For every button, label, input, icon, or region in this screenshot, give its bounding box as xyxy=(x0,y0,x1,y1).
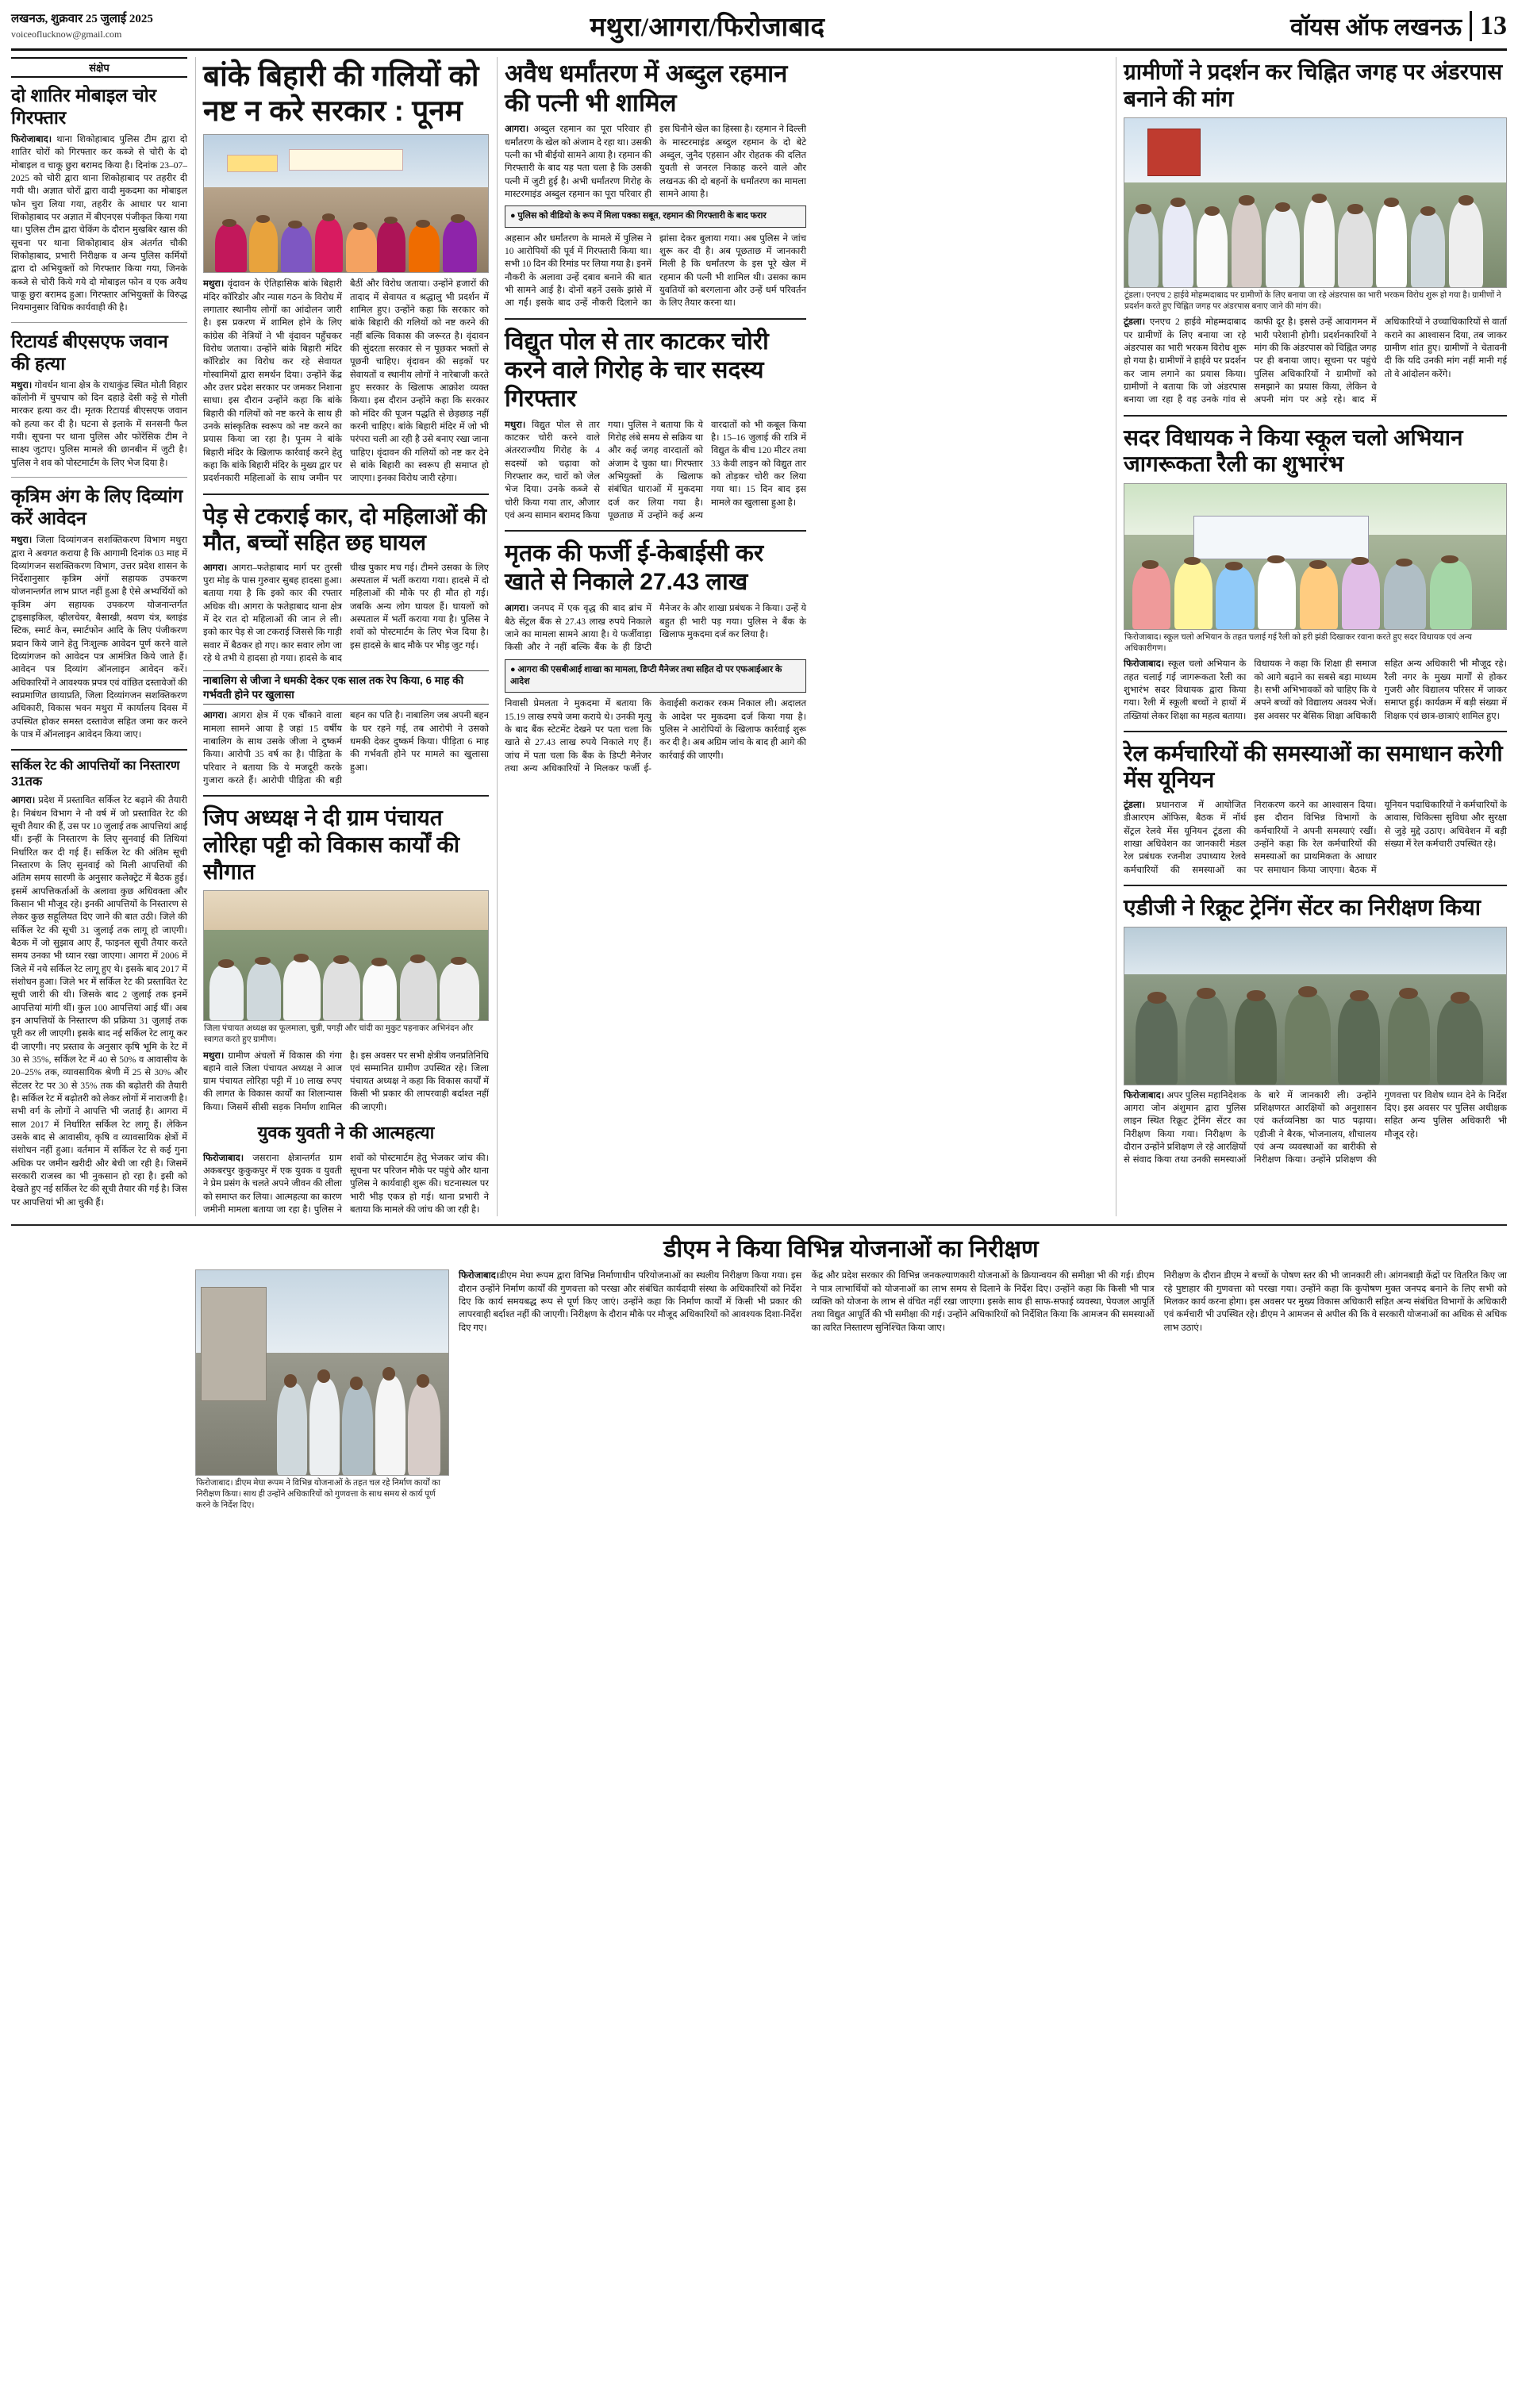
photo-caption: फिरोजाबाद। डीएम मेघा रूपम ने विभिन्न योजनाओं के तहत चल रहे निर्माण कार्यों का निरीक्षण किया। साथ ही उन्होंने अधिकारियों को गुणवत्ता के साथ समय से कार्य पूर्ण करने के निर्देश दिए। xyxy=(196,1479,440,1510)
body-text: जिला दिव्यांगजन सशक्तिकरण विभाग मथुरा द्वारा ने अवगत कराया है कि आगामी दिनांक 03 माह में दिव्यांगजन सशक्तिकरण विभाग, उत्तर प्रदेश शासन के निर्देशानुसार कृत्रिम अंगों सहायक उपकरण योजनान्तर्गत लाभ प्राप्त नहीं हुआ है ऐसे अभ्यर्थियों को कृत्रिम अंग सहायक उपकरण योजनान्तर्गत ट्राइसाइकिल, व्हीलचेयर, बैसाखी, श्रवण यंत्र, ब्लाइंड स्टिक, स्मार्ट केन, स्मार्टफोन आदि के लिए पंजीकरण प्रदान किये जाने हेतु निःशुल्क आवेदन पूर्ण करने वाले दिव्यांगजन को आवेदन पत्र आमंत्रित किये जाते हैं। आवेदन पत्र दिव्यांग ऑनलाइन आवेदन करें। अधिकारियों ने आवश्यक प्रपत्र एवं वांछित दस्तावेजों की स्वप्रमाणित छायाप्रति, जिला दिव्यांगजन सशक्तिकरण अधिकारी, विकास भवन मथुरा में कार्यालय दिवस में उपस्थित होकर समस्त दस्तावेज सहित जमा कर करने के पात्र में ऑनलाइन आवेदन किया जाए। xyxy=(11,536,187,740)
article-body xyxy=(11,534,187,741)
dateline: टूंडला। xyxy=(1124,317,1146,328)
bottom-left-spacer xyxy=(11,1234,187,1511)
body-text: प्रदेश में प्रस्तावित सर्किल रेट बढ़ाने की तैयारी है। निबंधन विभाग ने नौ वर्ष में जो प्रस्तावित रेट की सूची तैयार की हैं, उस पर 10 जुलाई तक आपत्तियां आई थीं। इन्हीं के निस्तारण के लिए सुनवाई की तिथियां निर्धारित कर दी गई हैं। सर्किल रेट की अंतिम सूची निस्तारण के लिए सुनवाई को मिली आपत्तियों की अंतिम समय सारणी के अनुसार कलेक्ट्रेट में बैठक हुई। इसमें आपत्तिकर्ताओं के अलावा कुछ अधिवक्ता और किसान भी मौजूद रहे। इनकी आपत्तियों के निस्तारण से लेकर कुछ सहूलियत दिए जाने की बात उठी। जिले की सर्किल रेट की सूची 31 जुलाई तक लागू हो जाएगी। बैठक में जो सुझाव आए हैं, फाइनल सूची तैयार करते समय उनका भी ध्यान रखा जाएगा। आगरा में 2006 में जिले में नये सर्किल रेट लागू हुए थे। इसके बाद 2017 में संशोधन हुआ। जिले भर में सर्किल रेट की प्रस्तावित रेट सूची जारी की थी। जिसके बाद 2 जुलाई तक इनमें आपत्तियां मांगी थीं। कुल 100 आपत्तियां आई थीं। अब इन आपत्तियों के निस्तारण की प्रक्रिया 31 जुलाई तक पूरी कर ली जाएगी। इसके बाद नई सर्किल रेट लागू कर दी जाएगी। नए प्रस्ताव के अनुसार कृषि भूमि के रेट में 30 से 35%, सर्किल रेट में 40 से 50% व आवासीय के 20–25% तक, व्यावसायिक श्रेणी में 25 से 30% और सेंटलर रेट पर 30 से 35% तक की बढ़ोतरी की तैयारी है। सर्किल रेट में बढ़ोतरी को लेकर लोगों में नाराजगी है। सभी वर्ग के लोगों ने आपत्ति भी जताई है। आगरा में साल 2017 में निर्धारित सर्किल रेट लागू हैं। लेकिन उसके बाद से आवासीय, कृषि व व्यावसायिक क्षेत्रों में संशोधन नहीं हुआ। वर्तमान में सर्किल रेट से कई गुना अधिक पर जमीन खरीदी और बेची जा रही है। जिसमें सरकारी राजस्व का भी नुकसान हो रहा है। इसी को देखते हुए नई सर्किल रेट की सूची तैयार की गई है। जिस पर आपत्तियां भी आ चुकी हैं। xyxy=(11,796,187,1208)
dm-inspection-photo xyxy=(195,1269,449,1476)
headline: जिप अध्यक्ष ने दी ग्राम पंचायत लोरिहा पट्टी को विकास कार्यों की सौगात xyxy=(203,805,460,884)
dateline: आगरा। xyxy=(203,563,228,573)
article-body xyxy=(11,794,187,1209)
highlight-text: आगरा की एसबीआई शाखा का मामला, डिप्टी मैनेजर तथा सहित दो पर एफआईआर के आदेश xyxy=(510,664,782,687)
body-text: स्कूल चलो अभियान के तहत चलाई गई जागरूकता रैली का शुभारंभ सदर विधायक द्वारा किया गया। रैली में स्कूली बच्चों ने हाथों में तख्तियां लेकर शिक्षा का महत्व बताया। विधायक ने कहा कि शिक्षा ही समाज को आगे बढ़ाने का सबसे बड़ा माध्यम है। सभी अभिभावकों को चाहिए कि वे अपने बच्चों को विद्यालय अवश्य भेजें। इस अवसर पर बेसिक शिक्षा अधिकारी सहित अन्य अधिकारी भी मौजूद रहे। रैली नगर के मुख्य मार्गों से होकर गुजरी और विद्यालय परिसर में जाकर समाप्त हुई। कार्यक्रम में बड़ी संख्या में शिक्षक एवं छात्र-छात्राएं शामिल हुए। xyxy=(1124,659,1507,721)
body-text: अब्दुल रहमान का पूरा परिवार ही धर्मांतरण के खेल को अंजाम दे रहा था। उसकी पत्नी का भी बीईयो सामने आया है। रहमान की गिरफ्तारी के बाद यह पता चला है कि उसकी पत्नी में जुटी हुई है। अभी धर्मांतरण गिरोह के मास्टरमाइंड अब्दुल रहमान का पूरा परिवार ही इस घिनौने खेल का हिस्सा है। रहमान ने दिल्ली के मास्टरमाइंड अब्दुल रहमान के दो बेटे अब्दुल, जुनैद एहसान और रोहतक की दलित युवती से जनरल निकाह करने वाले और लखनऊ की दो बहनों के धर्मांतरण का मामला सामने आया है। xyxy=(505,125,806,200)
article-bsf-murder xyxy=(11,330,187,470)
masthead-left xyxy=(11,11,249,40)
article-body xyxy=(1124,1089,1507,1167)
dateline: फिरोजाबाद। xyxy=(1124,659,1165,670)
dateline: आगरा। xyxy=(11,796,36,806)
body-text: आगरा–फतेहाबाद मार्ग पर तुरसी पुरा मोड़ के पास गुरुवार सुबह हादसा हुआ। बताया गया है कि इको कार की रफ्तार अधिक थी। आगरा के फतेहाबाद थाना क्षेत्र में देर रात दो महिलाओं की जान ले ली। इको कार पेड़ से जा टकराई जिससे कि गाड़ी सवार में बैठकर हो गए। कार सवार लोग जा रहे थे तभी ये हादसा हो गया। हादसे के बाद चीख पुकार मच गई। टीमने उसका के लिए अस्पताल में भर्ती कराया गया। हादसे में दो महिलाओं की मौके पर ही मौत हो गई। जबकि अन्य लोग घायल हैं। घायलों को अस्पताल में भर्ती कराया गया है। पुलिस ने शवों को पोस्टमार्टम के लिए भेज दिया है। इस हादसे के बाद मौके पर भीड़ जुट गई। xyxy=(203,563,489,664)
article-body xyxy=(505,419,806,523)
divider xyxy=(11,477,187,478)
article-banke-bihari xyxy=(203,59,489,486)
article-body xyxy=(203,1152,489,1217)
article-adg-inspection xyxy=(1124,894,1507,1167)
dateline: आगरा। xyxy=(203,711,228,721)
dateline: टूंडला। xyxy=(1124,801,1146,811)
bullet-icon: ● xyxy=(510,211,516,221)
headline: पेड़ से टकराई कार, दो महिलाओं की मौत, बच्चों सहित छह घायल xyxy=(203,503,487,555)
headline: रिटायर्ड बीएसएफ जवान की हत्या xyxy=(11,330,168,374)
body-text: एनएच 2 हाईवे मोहम्मदाबाद पर ग्रामीणों के लिए बनाया जा रहे अंडरपास का भारी भरकम विरोध शुरू हो गया है। ग्रामीणों ने हाईवे पर प्रदर्शन कर जाम लगाने का प्रयास किया। ग्रामीणों ने बताया कि जो अंडरपास बनाया जा रहा है वह उनके गांव से काफी दूर है। इससे उन्हें आवागमन में भारी परेशानी होगी। प्रदर्शनकारियों ने मांग की कि अंडरपास को चिह्नित जगह पर ही बनाया जाए। सूचना पर पहुंचे पुलिस अधिकारियों ने ग्रामीणों को समझाने का प्रयास किया, लेकिन वे अपनी मांग पर अड़े रहे। बाद में अधिकारियों ने उच्चाधिकारियों से वार्ता कराने का आश्वासन दिया, तब जाकर ग्रामीण शांत हुए। ग्रामीणों ने चेतावनी दी कि यदि उनकी मांग नहीं मानी गई तो वे आंदोलन करेंगे। xyxy=(1124,317,1507,405)
body-text: विद्युत पोल से तार काटकर चोरी करने वाले अंतरराज्यीय गिरोह के 4 सदस्यों को चढ़ावा को गिरफ्तार कर, चारों को जेल भेज दिया। उनके कब्जे से चोरी किया गया तार, औजार एवं अन्य सामान बरामद किया गया। पुलिस ने बताया कि ये गिरोह लंबे समय से सक्रिय था और कई जगह वारदातों को अंजाम दे चुका था। गिरफ्तार अभियुक्तों के खिलाफ संबंधित धाराओं में मुकदमा दर्ज कर लिया गया है। पूछताछ में उन्होंने कई अन्य वारदातों को भी कबूल किया है। 15–16 जुलाई की रात्रि में विद्युत के बीच 120 मीटर तथा 33 केवी लाइन को विद्युत तार को तोड़कर चोरी कर लिया गया था। 15 दिन बाद इस मामले का खुलासा हुआ है। xyxy=(505,420,806,520)
article-school-rally xyxy=(1124,424,1507,723)
dateline: मथुरा। xyxy=(11,536,33,546)
divider xyxy=(11,749,187,751)
article-body-2: केंद्र और प्रदेश सरकार की विभिन्न जनकल्याणकारी योजनाओं के क्रियान्वयन की समीक्षा भी की गई। डीएम ने पात्र लाभार्थियों को योजनाओं का लाभ समय से दिलाने के निर्देश दिए। उन्होंने कहा कि किसी भी पात्र व्यक्ति को योजना के लाभ से वंचित नहीं रखा जाएगा। इसके साथ ही साफ-सफाई व्यवस्था, पेयजल आपूर्ति तथा विद्युत आपूर्ति की भी समीक्षा की गई। उन्होंने अधिकारियों को निर्देशित किया कि आमजन की समस्याओं का त्वरित निस्तारण सुनिश्चित किया जाए। xyxy=(811,1271,1155,1333)
police-inspection-photo xyxy=(1124,927,1507,1085)
dateline: आगरा। xyxy=(505,604,529,614)
article-body-3: निरीक्षण के दौरान डीएम ने बच्चों के पोषण स्तर की भी जानकारी ली। आंगनबाड़ी केंद्रों पर वितरित किए जा रहे पुष्टाहार की गुणवत्ता को परखा गया। उन्होंने कहा कि कुपोषण मुक्त जनपद बनाने के लिए सभी को मिलकर कार्य करना होगा। इस अवसर पर मुख्य विकास अधिकारी सहित अन्य संबंधित विभागों के अधिकारी एवं कर्मचारी भी उपस्थित रहे। डीएम ने आमजन से अपील की कि वे सरकारी योजनाओं का अधिक से अधिक लाभ उठाएं। xyxy=(1163,1271,1507,1333)
divider xyxy=(11,322,187,323)
article-body xyxy=(505,602,806,654)
article-body xyxy=(1124,316,1507,406)
column-3 xyxy=(497,57,806,1216)
headline: बांके बिहारी की गलियों को नष्ट न करे सरकार : पूनम xyxy=(203,60,479,127)
article-body-1 xyxy=(459,1269,801,1511)
article-car-crash xyxy=(203,503,489,666)
subheadline-suicide: युवक युवती ने की आत्महत्या xyxy=(257,1123,435,1143)
highlight-box xyxy=(505,659,806,693)
headline: एडीजी ने रिक्रूट ट्रेनिंग सेंटर का निरीक्षण किया xyxy=(1124,895,1481,920)
photo-caption: जिला पंचायत अध्यक्ष का फूलमाला, चुन्नी, पगड़ी और चांदी का मुकुट पहनाकर अभिनंदन और स्वागत करते हुए ग्रामीण। xyxy=(204,1024,474,1044)
underpass-protest-photo xyxy=(1124,117,1507,288)
highlight-box xyxy=(505,205,806,227)
dateline: फिरोजाबाद। xyxy=(11,135,52,145)
headline: ग्रामीणों ने प्रदर्शन कर चिह्नित जगह पर अंडरपास बनाने की मांग xyxy=(1124,60,1503,111)
contact-email: voiceoflucknow@gmail.com xyxy=(11,28,122,40)
dateline: मथुरा। xyxy=(203,1050,225,1061)
dateline: आगरा। xyxy=(505,125,529,135)
divider xyxy=(203,494,489,495)
article-zp-president xyxy=(203,805,489,1114)
divider xyxy=(505,318,806,320)
divider xyxy=(505,530,806,532)
masthead xyxy=(11,8,1507,51)
headline: रेल कर्मचारियों की समस्याओं का समाधान करेगी मेंस यूनियन xyxy=(1124,740,1503,793)
body-text: गोवर्धन थाना क्षेत्र के राधाकुंड स्थित मोती विहार कॉलोनी में चुपचाप को दिन दहाड़े देसी कट्टे से गोली मारकर हत्या कर दी। मृतक रिटायर्ड बीएसएफ जवान को हत्या कर दी है। घटना से इलाके में सनसनी फैल गयी। सूचना पर थाना पुलिस और फोरेंसिक टीम ने साक्ष्य जुटाए। पुलिस मामले की छानबीन में जुटी है। पुलिस ने शव को पोस्टमार्टम के लिए भेज दिया है। xyxy=(11,380,187,468)
article-body xyxy=(203,709,489,787)
article-body-cont: अहसान और धर्मांतरण के मामले में पुलिस ने 10 आरोपियों की पूर्व में गिरफ्तारी किया था। सभी 10 दिन की रिमांड पर लिया गया है। इनमें नौकरी के अलावा उन्हें दबाव बनाने की बात भी सामने आई है। दोनों बहनें उसके झांसे में आ गईं। इसके बाद उन्हें नौकरी दिलाने का झांसा देकर बुलाया गया। अब पुलिस ने जांच शुरू कर दी है। अब पूछताछ में जानकारी मिली है कि धर्मांतरण के इस पूरे खेल में रहमान की पत्नी भी शामिल थी। उसका काम युवतियों को बरगलाना और उन्हें धर्म परिवर्तन के लिए तैयार करना था। xyxy=(505,233,806,309)
article-body xyxy=(11,379,187,470)
dateline: मथुरा। xyxy=(203,279,225,290)
divider xyxy=(11,1224,1507,1226)
dateline: फिरोजाबाद। xyxy=(203,1153,244,1163)
body-text: ग्रामीण अंचलों में विकास की गंगा बहाने वाले जिला पंचायत अध्यक्ष ने आज ग्राम पंचायत लोरिहा पट्टी में 10 लाख रुपए की लागत के विकास कार्यों का शिलान्यास किया। जिसमें सीसी सड़क निर्माण शामिल है। इस अवसर पर सभी क्षेत्रीय जनप्रतिनिधि एवं सम्मानित ग्रामीण उपस्थित रहे। जिला पंचायत अध्यक्ष ने कहा कि विकास कार्यों में किसी भी प्रकार की लापरवाही बर्दाश्त नहीं की जाएगी। xyxy=(203,1050,489,1112)
body-text: अपर पुलिस महानिदेशक आगरा जोन अंशुमान द्वारा पुलिस लाइन स्थित रिक्रूट ट्रेनिंग सेंटर का निरीक्षण किया गया। निरीक्षण के दौरान उन्होंने प्रशिक्षण ले रहे आरक्षियों से संवाद किया तथा उनकी समस्याओं के बारे में जानकारी ली। उन्होंने प्रशिक्षणरत आरक्षियों को अनुशासन एवं कर्तव्यनिष्ठा का पाठ पढ़ाया। एडीजी ने बैरक, भोजनालय, शौचालय एवं अन्य व्यवस्थाओं का बारीकी से निरीक्षण किया। उन्होंने प्रशिक्षण की गुणवत्ता पर विशेष ध्यान देने के निर्देश दिए। इस अवसर पर पुलिस अधीक्षक सहित अन्य पुलिस अधिकारी भी मौजूद रहे। xyxy=(1124,1090,1507,1166)
article-body xyxy=(1124,799,1507,877)
column-1 xyxy=(11,57,187,1216)
headline: अवैध धर्मांतरण में अब्दुल रहमान की पत्नी भी शामिल xyxy=(505,60,788,117)
article-conversion xyxy=(505,59,806,310)
subheadline-rape-case: नाबालिग से जीजा ने धमकी देकर एक साल तक रेप किया, 6 माह की गर्भवती होने पर खुलासा xyxy=(203,670,489,705)
article-prosthetic-limb xyxy=(11,485,187,741)
dateline: फिरोजाबाद। xyxy=(1124,1090,1165,1100)
edition-title: मथुरा/आगरा/फिरोजाबाद xyxy=(590,13,825,42)
publication-date: लखनऊ, शुक्रवार 25 जुलाई 2025 xyxy=(11,13,153,26)
bullet-icon: ● xyxy=(510,664,516,674)
headline: कृत्रिम अंग के लिए दिव्यांग करें आवेदन xyxy=(11,486,183,529)
dateline: मथुरा। xyxy=(505,420,526,430)
article-body xyxy=(203,1050,489,1115)
article-rail-union xyxy=(1124,740,1507,877)
body-text: जनपद में एक वृद्ध की बाद ब्रांच में बैठे सेंट्रल बैंक से 27.43 लाख रुपये निकाले जाने का मामला सामने आया है। ये फर्जीवाड़ा किसी और ने नहीं बल्कि बैंक के ही डिप्टी मैनेजर के और शाखा प्रबंधक ने किया। उन्हें ये बहुत ही भारी पड़ गया। पुलिस ने बैंक के खिलाफ मुकदमा दर्ज कर लिया है। xyxy=(505,604,806,653)
crowd-figures xyxy=(204,197,488,272)
headline: विद्युत पोल से तार काटकर चोरी करने वाले गिरोह के चार सदस्य गिरफ्तार xyxy=(505,328,769,412)
body-text: थाना शिकोहाबाद पुलिस टीम द्वारा दो शातिर चोरों को गिरफ्तार कर कब्जे से चोरी के दो मोबाइल व चाकू छुरा बरामद किया है। दिनांक 23–07–2025 को चोरी द्वारा थाना शिकोहाबाद पर तहरीर दी गयी थी। अज्ञात चोरों द्वारा वादी मुकदमा का मोबाइल फोन चुरा लिया गया, तहरीर के आधार पर थाना शिकोहाबाद पर अज्ञात में बीएनएस पंजीकृत किया गया था। पुलिस टीम द्वारा चेकिंग के दौरान मुखबिर खास की सूचना पर थाना शिकोहाबाद क्षेत्र अंतर्गत चौकी शिकोहाबाद, प्रभारी निरीक्षक व अन्य पुलिस कर्मियों द्वारा दो अभियुक्तों को गिरफ्तार किया गया, जिनके कब्जे से चोरी किये गये दो मोबाइल फोन व एक अवैध चाकू छुरा बरामद हुआ। गिरफ्तार अभियुक्तों के विरुद्ध नियमानुसार विधिक कार्यवाही की है। xyxy=(11,135,187,313)
article-wire-theft xyxy=(505,328,806,523)
headline: मृतक की फर्जी ई-केबाईसी कर खाते से निकाले 27.43 लाख xyxy=(505,540,764,596)
body-text: डीएम मेघा रूपम द्वारा विभिन्न निर्माणाधीन परियोजनाओं का स्थलीय निरीक्षण किया गया। इस दौरान उन्होंने निर्माण कार्यों की गुणवत्ता को परखा और संबंधित कार्यदायी संस्था के अधिकारियों को निर्देश दिए कि कार्य समयबद्ध रूप से पूर्ण किए जाएं। उन्होंने कहा कि निर्माण कार्यों में किसी भी प्रकार की लापरवाही बर्दाश्त नहीं की जाएगी। निरीक्षण के दौरान मौके पर मौजूद अधिकारियों को आवश्यक दिशा-निर्देश दिए गए। xyxy=(459,1271,802,1333)
headline: डीएम ने किया विभिन्न योजनाओं का निरीक्षण xyxy=(663,1236,1039,1263)
protest-photo xyxy=(203,134,489,273)
headline: सर्किल रेट की आपत्तियों का निस्तारण 31तक xyxy=(11,759,180,789)
article-body xyxy=(203,278,489,485)
brand-name: वॉयस ऑफ लखनऊ xyxy=(1289,14,1462,40)
body-text: जसराना क्षेत्रान्तर्गत ग्राम अकबरपुर कुकुकपुर में एक युवक व युवती ने प्रेम प्रसंग के चलते अपने जीवन की लीला को समाप्त कर लिया। आत्महत्या का कारण जमीनी मामला बताया जा रहा है। पुलिस ने शवों को पोस्टमार्टम हेतु भेजकर जांच की। सूचना पर परिजन मौके पर पहुंचे और थाना पुलिस ने कार्यवाही शुरू की। घटनास्थल पर भारी भीड़ एकत्र हो गई। थाना प्रभारी ने बताया कि मामले की जांच की जा रही है। xyxy=(203,1153,489,1216)
column-4 xyxy=(1116,57,1507,1216)
article-body-cont: निवासी प्रेमलता ने मुकदमा में बताया कि 15.19 लाख रुपये जमा कराये थे। उनकी मृत्यु के बाद बैंक स्टेटमेंट देखने पर पता चला कि खाते से 27.43 लाख रुपये निकाले गए हैं। जांच में पता चला कि बैंक के डिप्टी मैनेजर तथा अन्य अधिकारियों ने मिलकर फर्जी ई-केवाईसी कराकर रकम निकाल ली। अदालत के आदेश पर मुकदमा दर्ज किया गया है। पुलिस ने आरोपियों के खिलाफ कार्रवाई शुरू कर दी है। अब अग्रिम जांच के बाद ही आगे की कार्रवाई की जाएगी। xyxy=(505,699,806,774)
article-circle-rate xyxy=(11,759,187,1209)
article-underpass-demand xyxy=(1124,59,1507,407)
dateline: मथुरा। xyxy=(11,380,33,390)
article-body xyxy=(1124,658,1507,723)
village-honor-photo xyxy=(203,890,489,1021)
divider xyxy=(1124,885,1507,886)
photo-caption: टूंडला। एनएच 2 हाईवे मोहम्मदाबाद पर ग्रामीणों के लिए बनाया जा रहे अंडरपास का भारी भरकम विरोध शुरू हो गया है। ग्रामीणों ने प्रदर्शन करते हुए चिह्नित जगह पर अंडरपास बनाए जाने की मांग की। xyxy=(1124,291,1501,311)
page-grid xyxy=(11,57,1507,1216)
article-body xyxy=(505,123,806,201)
divider xyxy=(1124,731,1507,732)
dm-inspection-article xyxy=(195,1234,1507,1511)
body-text: प्रधानराज में आयोजित डीआरएम ऑफिस, बैठक में नॉर्थ सेंट्रल रेलवे मेंस यूनियन टूंडला की शाखा अधिवेशन का जानकारी मंडल रेल प्रबंधक रजनीश उपाध्याय रेलवे कर्मचारियों की समस्याओं का निराकरण करने का आश्वासन दिया। इस दौरान विभिन्न विभागों के कर्मचारियों ने अपनी समस्याएं रखीं। उन्होंने कहा कि रेल कर्मचारियों की समस्याओं का प्राथमिकता के आधार पर समाधान किया जाएगा। बैठक में यूनियन पदाधिकारियों ने कर्मचारियों के आवास, चिकित्सा सुविधा और सुरक्षा से जुड़े मुद्दे उठाए। अधिवेशन में बड़ी संख्या में रेल कर्मचारी उपस्थित रहे। xyxy=(1124,801,1507,875)
article-mobile-thieves xyxy=(11,84,187,315)
bottom-feature xyxy=(11,1224,1507,1511)
column-2 xyxy=(195,57,489,1216)
article-ekyc-fraud xyxy=(505,540,806,775)
section-kicker: संक्षेप xyxy=(11,57,187,78)
body-text: आगरा क्षेत्र में एक चौंकाने वाला मामला सामने आया है जहां 15 वर्षीय नाबालिग के साथ उसके जीजा ने दुष्कर्म किया। आरोपी 35 वर्ष का है। पीड़िता के परिवार ने बताया कि ये मजदूरी करके गुजारा करते हैं। आरोपी पीड़िता की बड़ी बहन का पति है। नाबालिग जब अपनी बहन के घर रहने गई, तब आरोपी ने उसको धमकी देकर दुष्कर्म किया। पीड़िता 6 माह की गर्भवती होने पर मामले का खुलासा हुआ। xyxy=(203,711,489,786)
divider xyxy=(1124,415,1507,417)
headline: सदर विधायक ने किया स्कूल चलो अभियान जागरूकता रैली का शुभारंभ xyxy=(1124,424,1463,477)
headline: दो शातिर मोबाइल चोर गिरफ्तार xyxy=(11,85,157,129)
masthead-right xyxy=(1166,10,1507,42)
page-number: 13 xyxy=(1470,11,1507,41)
school-rally-photo xyxy=(1124,483,1507,630)
highlight-text: पुलिस को वीडियो के रूप में मिला पक्का सबूत, रहमान की गिरफ्तारी के बाद फरार xyxy=(517,211,767,221)
divider xyxy=(203,795,489,797)
article-body xyxy=(11,133,187,315)
body-text: वृंदावन के ऐतिहासिक बांके बिहारी मंदिर कॉरिडोर और न्यास गठन के विरोध में लगातार स्थानीय लोगों का आंदोलन जारी है। इस प्रकरण में शामिल होने के लिए कांग्रेस की नेत्रियों ने भी वृंदावन पहुँचकर विरोध जताया। उन्होंने बांके बिहारी मंदिर कॉरिडोर का विरोध कर रहे सेवायत गोस्वामियों द्वारा समर्थन दिया। उन्होंने केंद्र और उत्तर प्रदेश सरकार पर जमकर निशाना साधा। इस दौरान उन्होंने कहा कि बांके बिहारी की गलियों को नष्ट करने के साथ ही उनके सांस्कृतिक स्वरूप को नष्ट करने का प्रयास किया जा रहा है। पूनम ने बांके बिहारी मंदिर के खिलाफ कार्रवाई करने हेतु कहा कि बांके बिहारी मंदिर के मुख्य द्वार पर प्रदर्शनकारी महिलाओं के साथ जमीन पर बैठीं और विरोध जताया। उन्होंने हजारों की तादाद में सेवायत व श्रद्धालु भी प्रदर्शन में शामिल हुए। उन्होंने कहा कि सरकार को बांके बिहारी की गलियों को नष्ट करने की नहीं बल्कि विकास की जरूरत है। वृंदावन की सुंदरता सरकार से न पूछकर भक्तों से पूछनी चाहिए। वृंदावन की सड़कों पर सेवायतों व स्थानीय लोगों ने नारेबाजी करते हुए सरकार के खिलाफ आक्रोश व्यक्त किया। इस दौरान उन्होंने कहा कि सरकार को मंदिर की पूजन पद्धति से छेड़छाड़ नहीं करनी चाहिए। बांके बिहारी मंदिर में जो भी परंपरा चली आ रही है उसे बनाए रखा जाना चाहिए। वृंदावन की गलियों को नष्ट कर देने से बांके बिहारी का स्वरूप ही समाप्त हो जाएगा। इनका विरोध जारी रहेगा। xyxy=(203,279,489,484)
dateline: फिरोजाबाद। xyxy=(459,1271,500,1281)
article-body xyxy=(203,562,489,666)
photo-caption: फिरोजाबाद। स्कूल चलो अभियान के तहत चलाई गई रैली को हरी झंडी दिखाकर रवाना करते हुए सदर विधायक एवं अन्य अधिकारीगण। xyxy=(1124,632,1472,653)
dm-photo-wrap xyxy=(195,1269,449,1511)
